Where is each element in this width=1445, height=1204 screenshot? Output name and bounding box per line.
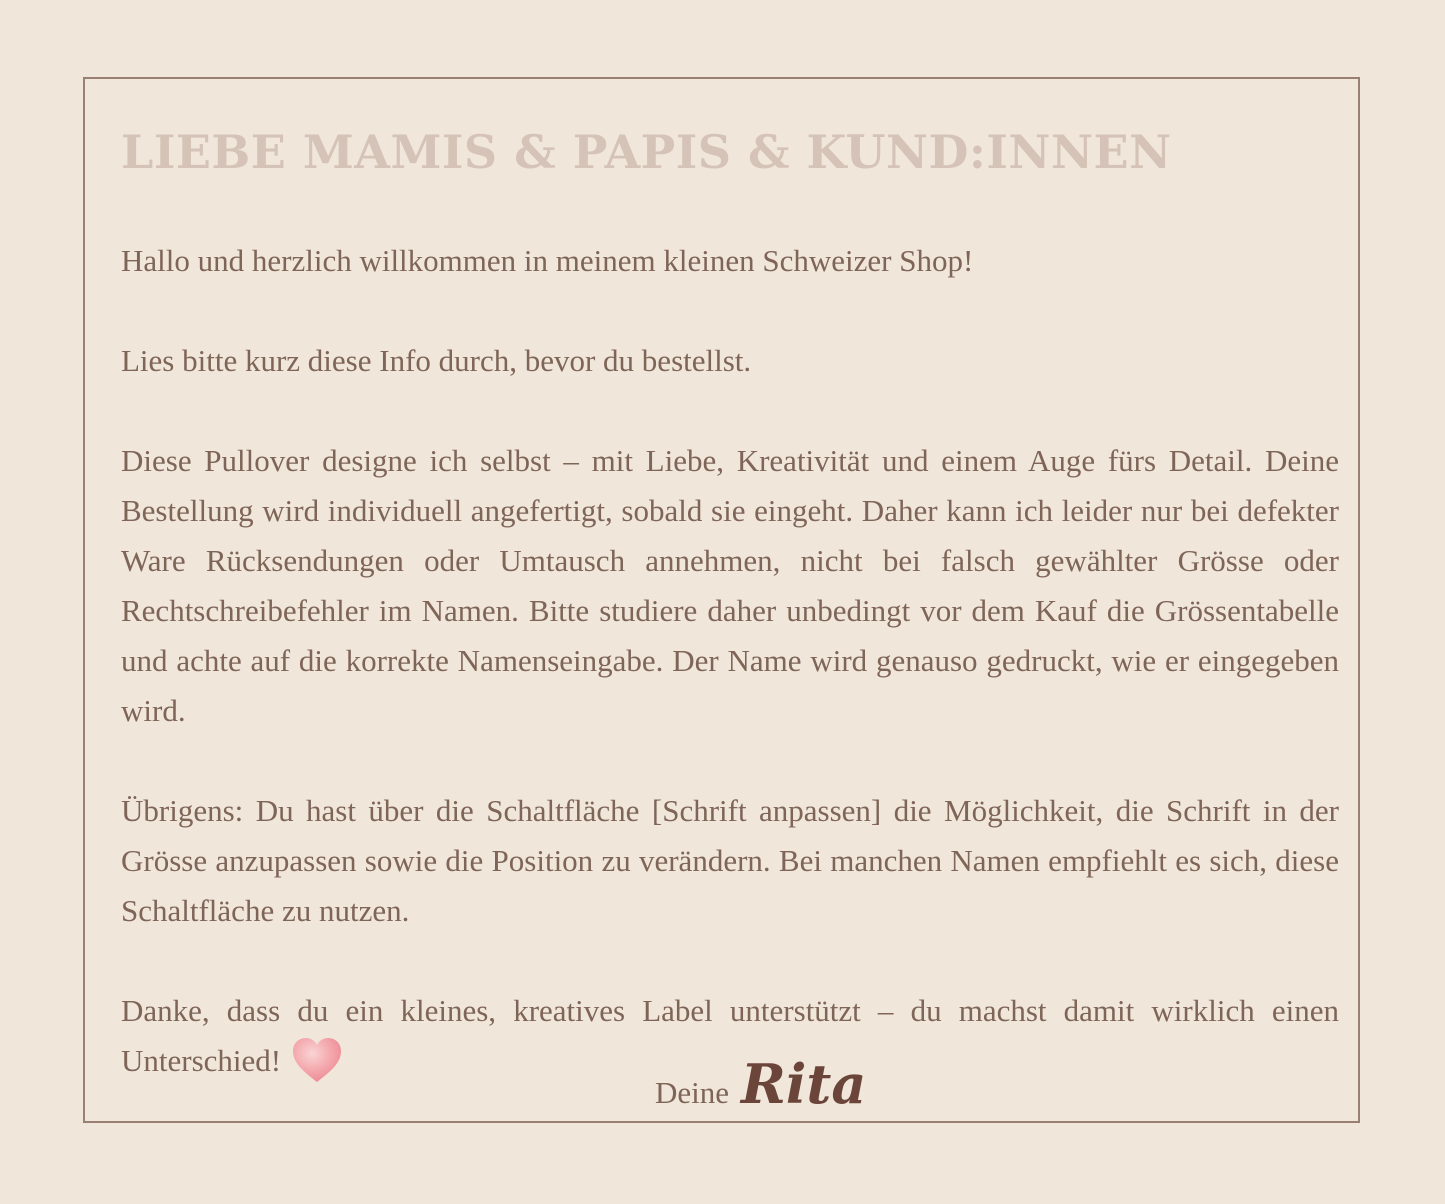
- heart-icon: [289, 1035, 345, 1085]
- signature-block: [655, 1052, 866, 1116]
- page-title: LIEBE MAMIS & PAPIS & KUND:INNEN: [121, 125, 1172, 179]
- details-paragraph: Diese Pullover designe ich selbst – mit Liebe, Kreativität und einem Auge fürs Detail. Deine Bestellung wird individuell angefertigt, sobald sie eingeht. Daher kann ich leider nur bei defekter Ware Rücksendungen oder Umtausch annehmen, nicht bei falsch gewählter Grösse oder Rechtschreibefehler im Namen. Bitte studiere daher unbedingt vor dem Kauf die Grössentabelle und achte auf die korrekte Namenseingabe. Der Name wird genauso gedruckt, wie er eingegeben wird.: [121, 443, 1339, 728]
- signoff-prefix: Deine: [655, 1075, 730, 1110]
- thanks-text: Danke, dass du ein kleines, kreatives Label unterstützt – du machst damit wirklich einen Unterschied!: [121, 993, 1339, 1078]
- signature-name: Rita: [741, 1052, 867, 1116]
- tip-paragraph: Übrigens: Du hast über die Schaltfläche [Schrift anpassen] die Möglichkeit, die Schrift in der Grösse anzupassen sowie die Position zu verändern. Bei manchen Namen empfiehlt es sich, diese Schaltfläche zu nutzen.: [121, 793, 1339, 928]
- greeting-paragraph: Hallo und herzlich willkommen in meinem kleinen Schweizer Shop!: [121, 243, 974, 278]
- intro-paragraph: Lies bitte kurz diese Info durch, bevor du bestellst.: [121, 343, 752, 378]
